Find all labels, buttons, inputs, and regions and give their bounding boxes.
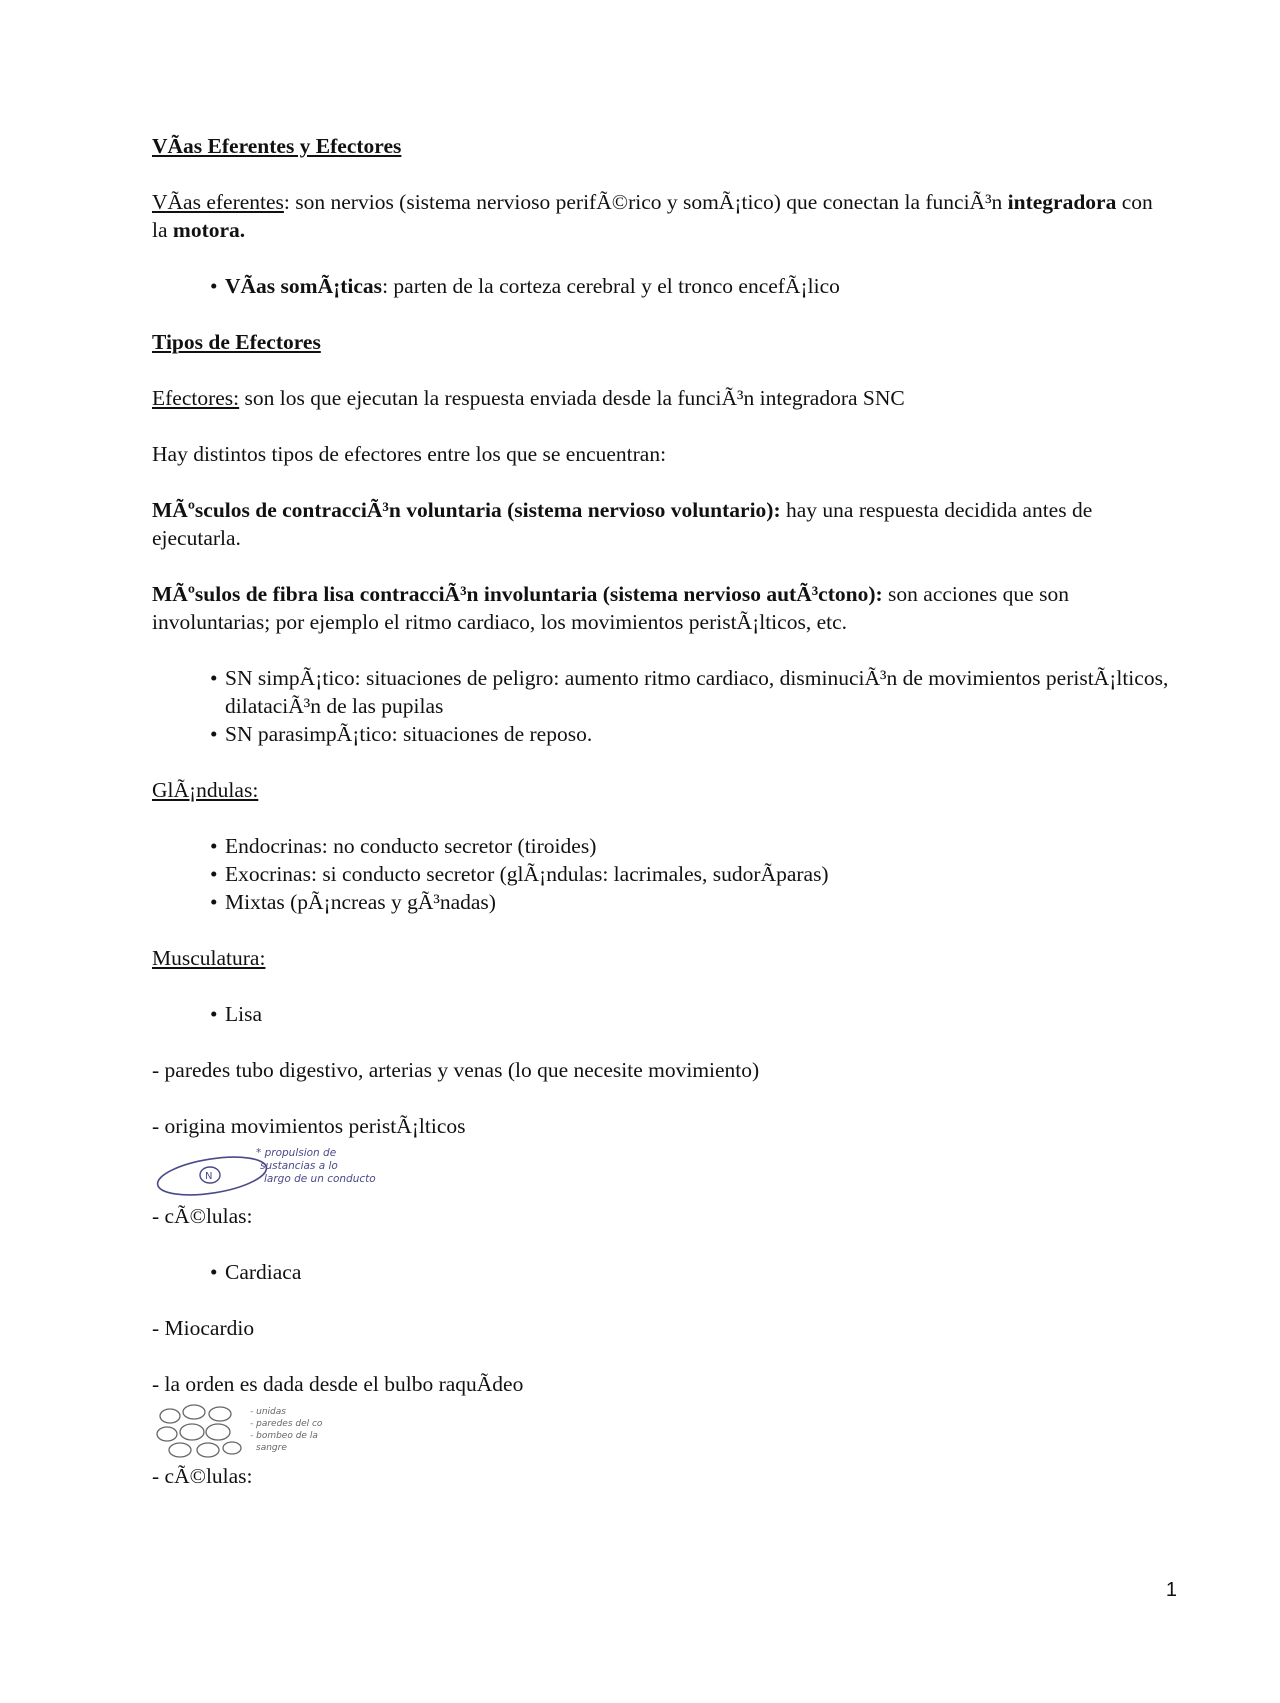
label-musculatura xyxy=(152,944,1172,972)
bullet-list-lisa xyxy=(152,1000,1172,1028)
bold-vias-somaticas: VÃas somÃ¡ticas xyxy=(225,274,383,298)
bullet-list-sn xyxy=(152,664,1172,748)
paragraph-text: son acciones que son involuntarias; por ejemplo el ritmo cardiaco, los movimientos peristÃ¡lticos, etc. xyxy=(152,582,1069,634)
cardiac-cells-sketch xyxy=(152,1402,372,1462)
bold-heading-voluntaria: MÃºsculos de contracciÃ³n voluntaria (sistema nervioso voluntario): xyxy=(152,498,781,522)
list-item: • Mixtas (pÃ¡ncreas y gÃ³nadas) xyxy=(210,888,1172,916)
list-item-text: : parten de la corteza cerebral y el tronco encefÃ¡lico xyxy=(382,274,840,298)
term-musculatura: Musculatura: xyxy=(152,946,266,970)
sketch-note: - unidas xyxy=(250,1407,286,1417)
term-efectores: Efectores: xyxy=(152,386,240,410)
sketch-note: sustancias a lo xyxy=(260,1160,338,1172)
sketch-note: largo de un conducto xyxy=(264,1173,376,1185)
list-item: • Exocrinas: si conducto secretor (glÃ¡ndulas: lacrimales, sudorÃparas) xyxy=(210,860,1172,888)
bold-integradora: integradora xyxy=(1007,190,1117,214)
bullet-list-vias xyxy=(152,272,1172,300)
list-item: • Lisa xyxy=(210,1000,1172,1028)
paragraph-text: hay una respuesta decidida antes de ejecutarla. xyxy=(152,498,1093,550)
sketch-note: - bombeo de la xyxy=(250,1431,318,1441)
paragraph-text: son los que ejecutan la respuesta enviada desde la funciÃ³n integradora SNC xyxy=(239,386,905,410)
line-celulas-lisa: - cÃ©lulas: xyxy=(152,1204,253,1228)
paragraph-tipos: Hay distintos tipos de efectores entre los que se encuentran: xyxy=(152,442,667,466)
line-celulas-cardiaca: - cÃ©lulas: xyxy=(152,1464,253,1488)
document-body xyxy=(152,132,1172,1518)
svg-text:N: N xyxy=(205,1171,213,1182)
paragraph-vias-eferentes xyxy=(152,188,1172,244)
paragraph-text: con la xyxy=(152,190,1153,242)
bold-heading-involuntaria: MÃºsulos de fibra lisa contracciÃ³n involuntaria (sistema nervioso autÃ³ctono): xyxy=(152,582,883,606)
label-glandulas xyxy=(152,776,1172,804)
paragraph-text: : son nervios (sistema nervioso perifÃ©rico y somÃ¡tico) que conectan la funciÃ³n xyxy=(283,190,1008,214)
term-vias-eferentes: VÃas eferentes xyxy=(152,190,284,214)
sketch-note: sangre xyxy=(256,1443,287,1453)
smooth-muscle-cell-sketch xyxy=(152,1144,442,1202)
line-lisa-movimientos: - origina movimientos peristÃ¡lticos xyxy=(152,1114,466,1138)
list-item: • Endocrinas: no conducto secretor (tiroides) xyxy=(210,832,1172,860)
sketch-note: * propulsion de xyxy=(256,1147,337,1159)
list-item: • Cardiaca xyxy=(210,1258,1172,1286)
line-lisa-paredes: - paredes tubo digestivo, arterias y venas (lo que necesite movimiento) xyxy=(152,1058,760,1082)
line-miocardio: - Miocardio xyxy=(152,1316,255,1340)
list-item: • SN parasimpÃ¡tico: situaciones de reposo. xyxy=(210,720,1172,748)
bullet-list-cardiaca xyxy=(152,1258,1172,1286)
term-glandulas: GlÃ¡ndulas: xyxy=(152,778,259,802)
document-title: VÃas Eferentes y Efectores xyxy=(152,134,402,158)
section-heading: Tipos de Efectores xyxy=(152,330,321,354)
paragraph-musculos-lisos xyxy=(152,580,1172,636)
sketch-note: - paredes del co xyxy=(250,1419,323,1429)
paragraph-musculos-voluntarios xyxy=(152,496,1172,552)
line-bulbo-raquideo: - la orden es dada desde el bulbo raquÃdeo xyxy=(152,1372,524,1396)
bold-motora: motora. xyxy=(172,218,246,242)
list-item: • SN simpÃ¡tico: situaciones de peligro: aumento ritmo cardiaco, disminuciÃ³n de movimientos peristÃ¡lticos, dilataciÃ³n de las pupilas xyxy=(210,664,1172,720)
list-item xyxy=(210,272,1172,300)
bullet-list-glandulas xyxy=(152,832,1172,916)
paragraph-efectores xyxy=(152,384,1172,412)
page-number: 1 xyxy=(1165,1579,1177,1601)
